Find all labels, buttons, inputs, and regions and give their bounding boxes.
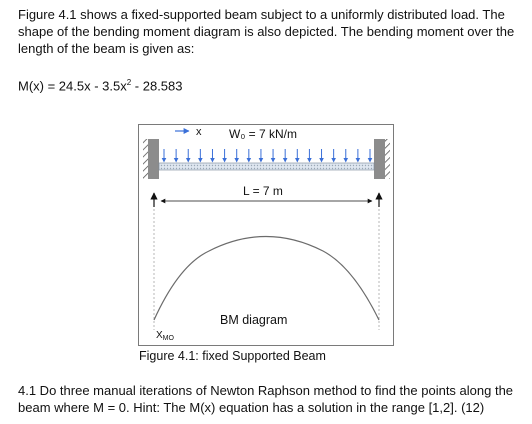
load-arrow-head	[343, 158, 348, 163]
xmo-main: X	[156, 330, 163, 341]
load-arrow-head	[234, 158, 239, 163]
beam-diagram	[139, 125, 393, 345]
load-arrow-head	[210, 158, 215, 163]
bm-diagram-label: BM diagram	[220, 313, 288, 327]
load-arrow-head	[222, 158, 227, 163]
equation-main: M(x) = 24.5x - 3.5x	[18, 78, 127, 94]
load-arrow-head	[186, 158, 191, 163]
load-arrow-head	[271, 158, 276, 163]
distributed-load-arrows	[162, 149, 373, 163]
figure-caption: Figure 4.1: fixed Supported Beam	[139, 349, 326, 363]
equation-tail: - 28.583	[131, 78, 183, 94]
beam-body	[159, 163, 374, 170]
intro-paragraph: Figure 4.1 shows a fixed-supported beam subject to a uniformly distributed load. The shape of the bending moment diagram is also depicted. The bending moment over the length of the beam is given as:	[18, 7, 515, 56]
load-label: W₀ = 7 kN/m	[229, 127, 297, 141]
load-arrow-head	[174, 158, 179, 163]
load-arrow-head	[162, 158, 167, 163]
load-arrow-head	[319, 158, 324, 163]
moment-equation	[18, 74, 518, 94]
question-paragraph: 4.1 Do three manual iterations of Newton Raphson method to find the points along the beam where M = 0. Hint: The M(x) equation has a solution in the range [1,2]. (12)	[18, 383, 514, 415]
bending-moment-curve	[154, 237, 379, 321]
length-label: L = 7 m	[243, 184, 283, 198]
load-arrow-head	[368, 158, 373, 163]
load-arrow-head	[198, 158, 203, 163]
xmo-label	[156, 330, 175, 342]
beam-figure	[138, 124, 394, 346]
x-label: x	[196, 126, 202, 138]
load-arrow-head	[307, 158, 312, 163]
load-arrow-head	[259, 158, 264, 163]
load-arrow-head	[356, 158, 361, 163]
load-arrow-head	[295, 158, 300, 163]
load-arrow-head	[283, 158, 288, 163]
right-fixed-support	[374, 139, 390, 179]
equation-exponent: 2	[126, 78, 132, 87]
load-arrow-head	[247, 158, 252, 163]
load-arrow-head	[331, 158, 336, 163]
left-fixed-support	[143, 139, 159, 179]
xmo-subscript: MO	[162, 335, 174, 342]
